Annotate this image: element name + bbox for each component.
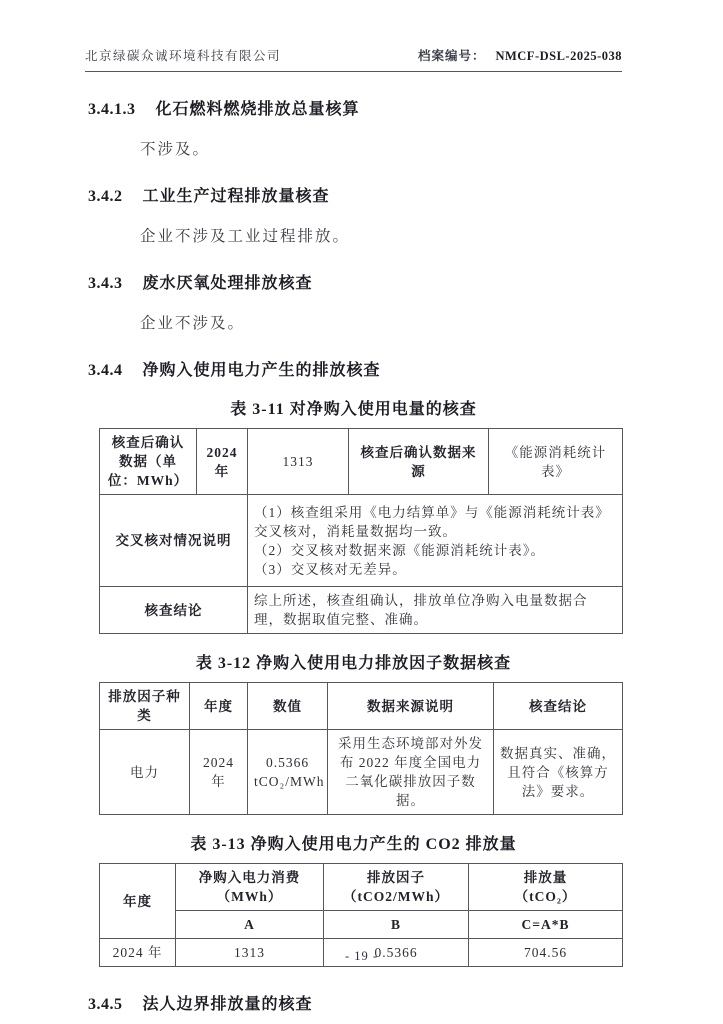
- header-line-1: 排放因子: [367, 870, 425, 885]
- table-row: [100, 730, 623, 815]
- header-file-no: [418, 46, 622, 64]
- subheader-b: B: [324, 911, 469, 939]
- subheader-a: A: [176, 911, 324, 939]
- heading-number: 3.4.1.3: [88, 101, 136, 118]
- cell-source-note: 采用生态环境部对外发布 2022 年度全国电力二氧化碳排放因子数据。: [328, 730, 494, 815]
- header-source-note: 数据来源说明: [328, 683, 494, 730]
- cell-year: 2024 年: [197, 429, 248, 495]
- heading-345: [88, 991, 622, 1014]
- cell-emission: 704.56: [469, 939, 623, 967]
- crosscheck-line-1: （1）核查组采用《电力结算单》与《能源消耗统计表》交叉核对，消耗量数据均一致。: [254, 504, 610, 539]
- table-3-11-title: 表 3-11 对净购入使用电量的核查: [230, 401, 477, 418]
- cell-crosscheck-label: 交叉核对情况说明: [100, 495, 248, 587]
- heading-342: [88, 183, 622, 206]
- cell-confirmed-data-label: 核查后确认数据（单位：MWh）: [100, 429, 197, 495]
- header-line-2: （tCO2/MWh）: [343, 889, 449, 904]
- header-line-1: 净购入电力消费: [198, 870, 301, 885]
- header-year: 年度: [190, 683, 248, 730]
- heading-344: [88, 357, 622, 380]
- cell-conclusion-label: 核查结论: [100, 587, 248, 634]
- table-subheader-row: [100, 911, 623, 939]
- table-header-row: [100, 683, 623, 730]
- heading-343: [88, 270, 622, 293]
- cell-data-source-label: 核查后确认数据来源: [349, 429, 489, 495]
- heading-title: 化石燃料燃烧排放总量核算: [155, 101, 360, 118]
- page-header: [85, 46, 622, 72]
- paragraph-3413: 不涉及。: [140, 141, 211, 158]
- heading-title: 工业生产过程排放量核查: [142, 188, 330, 205]
- cell-factor-type: 电力: [100, 730, 190, 815]
- header-electricity-consumption: [176, 864, 324, 911]
- table-3-13-title: 表 3-13 净购入使用电力产生的 CO2 排放量: [190, 836, 517, 853]
- heading-title: 净购入使用电力产生的排放核查: [142, 362, 381, 379]
- paragraph-342: 企业不涉及工业过程排放。: [140, 228, 351, 245]
- cell-year: 2024 年: [190, 730, 248, 815]
- table-3-12: [99, 682, 623, 815]
- cell-crosscheck-detail: [248, 495, 623, 587]
- file-no-value: NMCF-DSL-2025-038: [495, 49, 622, 63]
- header-factor-type: 排放因子种类: [100, 683, 190, 730]
- page-number: - 19 -: [344, 949, 379, 963]
- cell-consumption: 1313: [176, 939, 324, 967]
- table-row: [100, 587, 623, 634]
- subheader-c: C=A*B: [469, 911, 623, 939]
- table-3-12-title: 表 3-12 净购入使用电力排放因子数据核查: [195, 655, 512, 672]
- heading-title: 法人边界排放量的核查: [142, 996, 313, 1013]
- cell-value: 0.5366 tCO₂/MWh: [248, 730, 328, 815]
- header-line-1: 排放量: [523, 870, 568, 885]
- heading-3413: [88, 96, 622, 119]
- file-no-label: 档案编号：: [417, 49, 486, 63]
- heading-number: 3.4.2: [88, 188, 123, 205]
- header-emission-amount: [469, 864, 623, 911]
- cell-factor: 0.5366: [324, 939, 469, 967]
- paragraph-343: 企业不涉及。: [140, 315, 246, 332]
- heading-number: 3.4.5: [88, 996, 123, 1013]
- table-row: [100, 495, 623, 587]
- heading-number: 3.4.3: [88, 275, 123, 292]
- table-row: [100, 429, 623, 495]
- crosscheck-line-3: （3）交叉核对无差异。: [254, 561, 407, 577]
- heading-number: 3.4.4: [88, 362, 123, 379]
- cell-conclusion-text: 综上所述，核查组确认，排放单位净购入电量数据合理，数据取值完整、准确。: [248, 587, 623, 634]
- cell-data-source-value: 《能源消耗统计表》: [489, 429, 623, 495]
- cell-electricity-value: 1313: [248, 429, 349, 495]
- table-3-11: [99, 428, 623, 634]
- table-header-row: [100, 864, 623, 911]
- header-year: 年度: [100, 864, 176, 939]
- header-line-2: （MWh）: [216, 889, 283, 904]
- cell-year: 2024 年: [100, 939, 176, 967]
- header-value: 数值: [248, 683, 328, 730]
- header-company-name: 北京绿碳众诚环境科技有限公司: [85, 49, 282, 63]
- header-emission-factor: [324, 864, 469, 911]
- header-line-2: （tCO₂）: [514, 889, 577, 904]
- heading-title: 废水厌氧处理排放核查: [142, 275, 313, 292]
- cell-conclusion: 数据真实、准确，且符合《核算方法》要求。: [494, 730, 623, 815]
- header-conclusion: 核查结论: [494, 683, 623, 730]
- crosscheck-line-2: （2）交叉核对数据来源《能源消耗统计表》。: [254, 542, 545, 558]
